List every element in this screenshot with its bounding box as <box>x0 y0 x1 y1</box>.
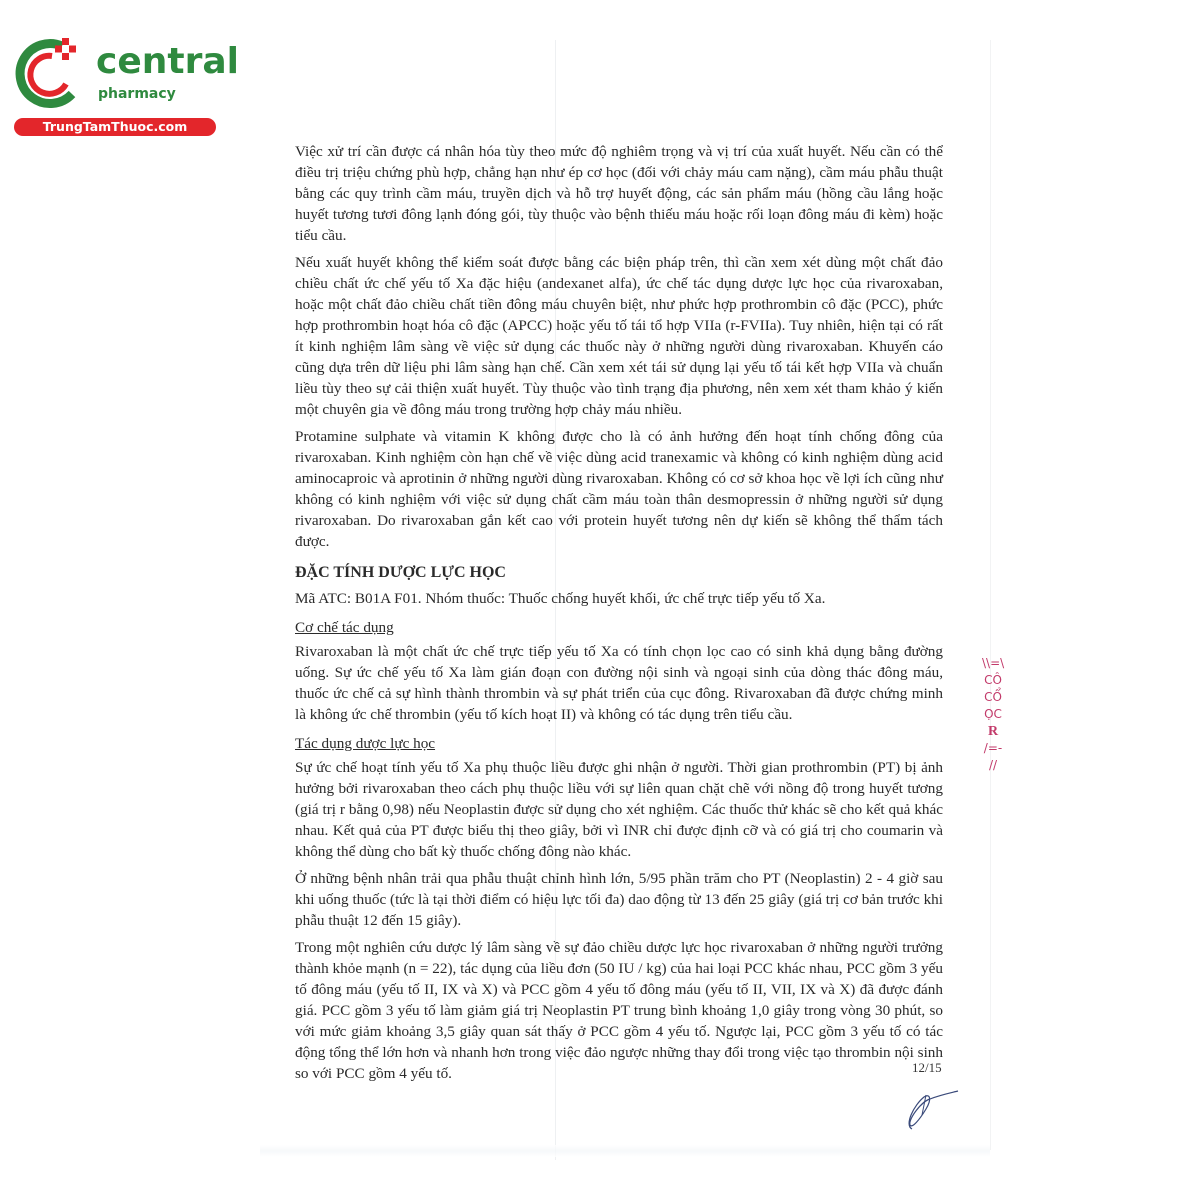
brand-logo[interactable] <box>8 36 239 136</box>
stamp-line: \\=\ <box>982 656 1005 670</box>
brand-website-link[interactable]: TrungTamThuoc.com <box>14 118 216 136</box>
stamp-line: /=- <box>983 741 1003 755</box>
approval-stamp <box>982 655 1004 774</box>
section-title: ĐẶC TÍNH DƯỢC LỰC HỌC <box>295 564 506 581</box>
subsection-title-pharmacodynamics: Tác dụng dược lực học <box>295 735 436 752</box>
document-body <box>295 141 943 1090</box>
paragraph-pt-dose: Sự ức chế hoạt tính yếu tố Xa phụ thuộc liều được ghi nhận ở người. Thời gian prothrombin (PT) bị ảnh hưởng bởi rivaroxaban theo cách phụ thuộc liều với sự liên quan chặt chẽ với nồng độ trong huyết tương (giá trị r bằng 0,98) nếu Neoplastin được sử dụng cho xét nghiệm. Các thuốc thử khác sẽ cho kết quả khác nhau. Kết quả của PT được biểu thị theo giây, bởi vì INR chỉ được định cỡ và có giá trị cho coumarin và không thể dùng cho bất kỳ thuốc chống đông nào khác. <box>295 759 943 860</box>
brand-name: central <box>96 41 239 82</box>
stamp-line: R <box>987 724 999 739</box>
page-number: 12/15 <box>912 1060 942 1075</box>
page-edge-line <box>990 40 991 1150</box>
stamp-line: CÔ <box>984 673 1002 687</box>
signature-icon <box>900 1085 960 1135</box>
paragraph-mechanism: Rivaroxaban là một chất ức chế trực tiếp yếu tố Xa có tính chọn lọc cao có sinh khả dụng bằng đường uống. Sự ức chế yếu tố Xa làm gián đoạn con đường nội sinh và ngoại sinh của dòng thác đông máu, thuốc ức chế cả sự hình thành thrombin và sự phát triển của cục đông. Rivaroxaban đã được chứng minh là không ức chế thrombin (yếu tố kích hoạt II) và không có tác dụng trên tiểu cầu. <box>295 643 943 723</box>
paragraph-protamine: Protamine sulphate và vitamin K không được cho là có ảnh hưởng đến hoạt tính chống đông của rivaroxaban. Kinh nghiệm còn hạn chế về việc dùng acid tranexamic và không có kinh nghiệm dùng acid aminocaproic và aprotinin ở những người dùng rivaroxaban. Không có cơ sở khoa học về lợi ích cũng như không có kinh nghiệm với việc sử dụng chất cầm máu toàn thân desmopressin ở những người sử dụng rivaroxaban. Do rivaroxaban gắn kết cao với protein huyết tương nên dự kiến sẽ không thể thẩm tách được. <box>295 428 943 550</box>
paragraph-pcc-study: Trong một nghiên cứu dược lý lâm sàng về sự đảo chiều dược lực học rivaroxaban ở những người trưởng thành khỏe mạnh (n = 22), tác dụng của liều đơn (50 IU / kg) của hai loại PCC khác nhau, PCC gồm 3 yếu tố đông máu (yếu tố II, IX và X) và PCC gồm 4 yếu tố đông máu (yếu tố II, VII, IX và X) đã được đánh giá. PCC gồm 3 yếu tố làm giảm giá trị Neoplastin PT trung bình khoảng 1,0 giây trong vòng 30 phút, so với mức giảm khoảng 3,5 giây quan sát thấy ở PCC gồm 4 yếu tố. Ngược lại, PCC gồm 3 yếu tố có tác động tổng thể lớn hơn và nhanh hơn trong việc đảo ngược những thay đổi trong việc tạo thrombin nội sinh so với PCC gồm 4 yếu tố. <box>295 939 943 1082</box>
pharmacy-cross-logo-icon <box>12 36 88 112</box>
stamp-line: CỔ <box>984 690 1002 704</box>
subsection-title-mechanism: Cơ chế tác dụng <box>295 619 394 636</box>
scan-bleed-artifact <box>260 1145 990 1157</box>
stamp-line: // <box>988 758 998 772</box>
brand-subtitle: pharmacy <box>98 86 176 102</box>
paragraph-reversal-agents: Nếu xuất huyết không thể kiểm soát được bằng các biện pháp trên, thì cần xem xét dùng một chất đảo chiều chất ức chế yếu tố Xa đặc hiệu (andexanet alfa), ức chế tác dụng dược lực học của rivaroxaban, hoặc một chất đảo chiều chất tiền đông máu chuyên biệt, như phức hợp prothrombin cô đặc (PCC), phức hợp prothrombin hoạt hóa cô đặc (APCC) hoặc yếu tố tái tổ hợp VIIa (r-FVIIa). Tuy nhiên, hiện tại có rất ít kinh nghiệm lâm sàng về việc sử dụng các thuốc này ở những người dùng rivaroxaban. Khuyến cáo cũng dựa trên dữ liệu phi lâm sàng hạn chế. Cần xem xét tái sử dụng lại yếu tố tái kết hợp VIIa và chuẩn liều tùy theo sự cải thiện xuất huyết. Tùy thuộc vào tình trạng địa phương, nên xem xét tham khảo ý kiến một chuyên gia về đông máu trong trường hợp chảy máu nhiều. <box>295 254 943 418</box>
atc-code-line: Mã ATC: B01A F01. Nhóm thuốc: Thuốc chống huyết khối, ức chế trực tiếp yếu tố Xa. <box>295 590 826 607</box>
stamp-line: ỌC <box>984 707 1002 721</box>
paragraph-bleeding-management: Việc xử trí cần được cá nhân hóa tùy theo mức độ nghiêm trọng và vị trí của xuất huyết. Nếu cần có thể điều trị triệu chứng phù hợp, chẳng hạn như ép cơ học (đối với chảy máu cam nặng), cầm máu phẫu thuật bằng các quy trình cầm máu, truyền dịch và hỗ trợ huyết động, các sản phẩm máu (hồng cầu lắng hoặc huyết tương tươi đông lạnh đóng gói, tùy thuộc vào bệnh thiếu máu hoặc rối loạn đông máu đi kèm) hoặc tiểu cầu. <box>295 143 943 244</box>
paragraph-orthopedic-surgery: Ở những bệnh nhân trải qua phẫu thuật chỉnh hình lớn, 5/95 phần trăm cho PT (Neoplastin) 2 - 4 giờ sau khi uống thuốc (tức là tại thời điểm có hiệu lực tối đa) dao động từ 13 đến 25 giây (giá trị cơ bản trước khi phẫu thuật 12 đến 15 giây). <box>295 870 943 929</box>
